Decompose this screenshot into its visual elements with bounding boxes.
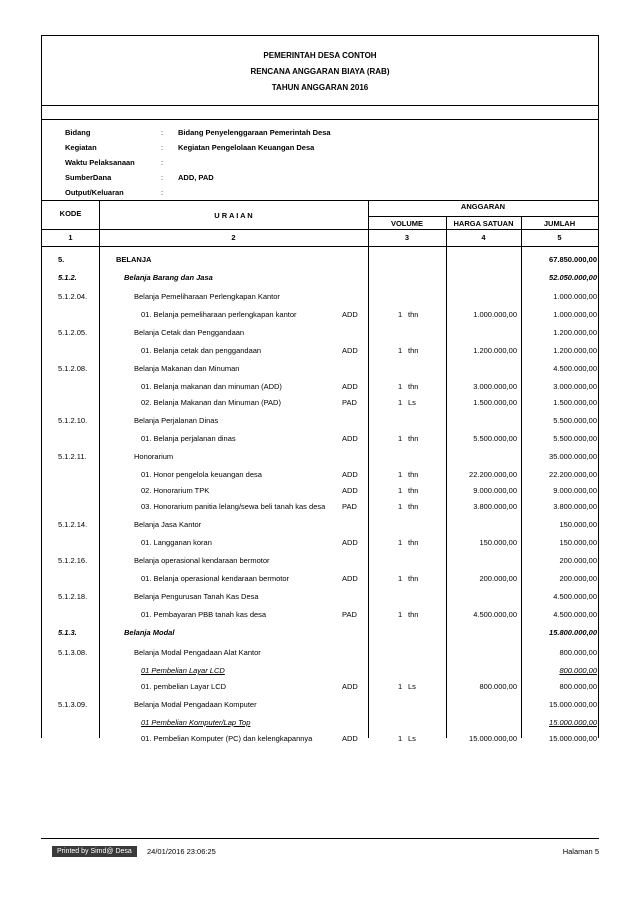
row-unit: thn	[408, 502, 419, 511]
divider	[42, 119, 598, 120]
row-harga-satuan: 9.000.000,00	[473, 486, 517, 495]
row-volume: 1	[398, 398, 403, 407]
row-uraian: Belanja Modal Pengadaan Komputer	[134, 700, 257, 709]
row-harga-satuan: 15.000.000,00	[469, 734, 517, 743]
row-unit: thn	[408, 470, 419, 479]
row-sumber-dana: ADD	[342, 346, 358, 355]
row-uraian: Belanja Modal Pengadaan Alat Kantor	[134, 648, 261, 657]
row-uraian: Belanja Barang dan Jasa	[124, 273, 213, 282]
row-unit: thn	[408, 382, 419, 391]
col-jumlah-header: JUMLAH	[543, 219, 576, 228]
row-volume: 1	[398, 574, 403, 583]
row-kode: 5.1.2.05.	[58, 328, 88, 337]
info-value: Kegiatan Pengelolaan Keuangan Desa	[178, 143, 315, 152]
row-harga-satuan: 3.800.000,00	[473, 502, 517, 511]
row-jumlah: 3.800.000,00	[553, 502, 597, 511]
row-uraian: 01. Langganan koran	[141, 538, 212, 547]
row-harga-satuan: 200.000,00	[479, 574, 517, 583]
row-volume: 1	[398, 346, 403, 355]
row-volume: 1	[398, 310, 403, 319]
row-sumber-dana: ADD	[342, 434, 358, 443]
row-volume: 1	[398, 382, 403, 391]
row-volume: 1	[398, 486, 403, 495]
row-jumlah: 150.000,00	[559, 538, 597, 547]
column-divider	[368, 200, 369, 738]
divider	[42, 246, 598, 247]
col-number: 5	[557, 233, 562, 242]
row-harga-satuan: 5.500.000,00	[473, 434, 517, 443]
row-uraian: 02. Belanja Makanan dan Minuman (PAD)	[141, 398, 281, 407]
row-harga-satuan: 1.200.000,00	[473, 346, 517, 355]
row-jumlah: 200.000,00	[559, 574, 597, 583]
row-uraian: 02. Honorarium TPK	[141, 486, 210, 495]
divider	[42, 105, 598, 106]
row-harga-satuan: 150.000,00	[479, 538, 517, 547]
row-uraian: 01. pembelian Layar LCD	[141, 682, 227, 691]
row-uraian: 01. Belanja operasional kendaraan bermotor	[141, 574, 290, 583]
row-volume: 1	[398, 610, 403, 619]
row-jumlah: 35.000.000,00	[549, 452, 597, 461]
row-kode: 5.1.2.10.	[58, 416, 88, 425]
col-kode-header: KODE	[59, 209, 82, 218]
page-footer	[41, 838, 599, 859]
row-jumlah: 800.000,00	[559, 682, 597, 691]
row-harga-satuan: 1.000.000,00	[473, 310, 517, 319]
divider	[42, 229, 598, 230]
info-sep: :	[161, 158, 164, 167]
row-uraian: Belanja Modal	[124, 628, 175, 637]
row-uraian: Belanja Pemeliharaan Perlengkapan Kantor	[134, 292, 280, 301]
row-uraian: Belanja operasional kendaraan bermotor	[134, 556, 270, 565]
row-kode: 5.1.3.09.	[58, 700, 88, 709]
row-jumlah: 4.500.000,00	[553, 610, 597, 619]
info-sep: :	[161, 188, 164, 197]
row-sumber-dana: ADD	[342, 734, 358, 743]
info-label: SumberDana	[65, 173, 112, 182]
column-divider	[99, 200, 100, 738]
row-jumlah: 1.000.000,00	[553, 292, 597, 301]
row-jumlah: 1.200.000,00	[553, 346, 597, 355]
info-value: ADD, PAD	[178, 173, 214, 182]
col-uraian-header: U R A I A N	[214, 211, 253, 220]
row-harga-satuan: 22.200.000,00	[469, 470, 517, 479]
row-jumlah: 3.000.000,00	[553, 382, 597, 391]
row-unit: Ls	[408, 398, 416, 407]
row-uraian: 01. Pembayaran PBB tanah kas desa	[141, 610, 267, 619]
row-uraian: 01. Belanja makanan dan minuman (ADD)	[141, 382, 282, 391]
row-kode: 5.	[58, 255, 65, 264]
info-label: Bidang	[65, 128, 91, 137]
row-volume: 1	[398, 502, 403, 511]
row-sumber-dana: PAD	[342, 610, 357, 619]
row-uraian: 01. Honor pengelola keuangan desa	[141, 470, 262, 479]
col-harga-header: HARGA SATUAN	[453, 219, 514, 228]
info-sep: :	[161, 173, 164, 182]
row-unit: thn	[408, 538, 419, 547]
row-jumlah: 15.000.000,00	[549, 734, 597, 743]
row-jumlah: 4.500.000,00	[553, 592, 597, 601]
row-unit: Ls	[408, 682, 416, 691]
row-uraian: Belanja Pengurusan Tanah Kas Desa	[134, 592, 259, 601]
row-uraian: 01 Pembelian Komputer/Lap Top	[141, 718, 251, 727]
row-kode: 5.1.2.11.	[58, 452, 87, 461]
row-volume: 1	[398, 734, 403, 743]
row-uraian: Belanja Jasa Kantor	[134, 520, 202, 529]
row-jumlah: 15.800.000,00	[549, 628, 597, 637]
row-sumber-dana: ADD	[342, 486, 358, 495]
row-unit: thn	[408, 610, 419, 619]
row-uraian: 01. Pembelian Komputer (PC) dan kelengkapannya	[141, 734, 313, 743]
row-jumlah: 800.000,00	[559, 666, 597, 675]
row-jumlah: 9.000.000,00	[553, 486, 597, 495]
row-jumlah: 1.500.000,00	[553, 398, 597, 407]
row-uraian: 01. Belanja pemeliharaan perlengkapan kantor	[141, 310, 297, 319]
row-jumlah: 200.000,00	[559, 556, 597, 565]
row-harga-satuan: 4.500.000,00	[473, 610, 517, 619]
col-anggaran-header: ANGGARAN	[460, 202, 506, 211]
col-number: 1	[68, 233, 73, 242]
row-harga-satuan: 3.000.000,00	[473, 382, 517, 391]
row-sumber-dana: ADD	[342, 574, 358, 583]
row-kode: 5.1.2.18.	[58, 592, 88, 601]
row-jumlah: 15.000.000,00	[549, 718, 597, 727]
divider	[42, 200, 598, 201]
row-unit: thn	[408, 310, 419, 319]
header-line-1: PEMERINTAH DESA CONTOH	[263, 51, 377, 60]
row-sumber-dana: ADD	[342, 382, 358, 391]
row-volume: 1	[398, 434, 403, 443]
print-timestamp: 24/01/2016 23:06:25	[147, 847, 216, 856]
row-uraian: 01. Belanja cetak dan penggandaan	[141, 346, 262, 355]
row-jumlah: 5.500.000,00	[553, 416, 597, 425]
row-unit: thn	[408, 574, 419, 583]
row-unit: thn	[408, 434, 419, 443]
row-sumber-dana: ADD	[342, 538, 358, 547]
header-line-3: TAHUN ANGGARAN 2016	[271, 83, 369, 92]
row-volume: 1	[398, 470, 403, 479]
row-unit: Ls	[408, 734, 416, 743]
col-number: 2	[231, 233, 236, 242]
row-sumber-dana: PAD	[342, 398, 357, 407]
col-number: 3	[404, 233, 410, 242]
row-jumlah: 15.000.000,00	[549, 700, 597, 709]
divider	[368, 216, 598, 217]
row-uraian: 01. Belanja perjalanan dinas	[141, 434, 236, 443]
row-uraian: Belanja Makanan dan Minuman	[134, 364, 240, 373]
row-sumber-dana: ADD	[342, 310, 358, 319]
row-jumlah: 1.000.000,00	[553, 310, 597, 319]
row-uraian: BELANJA	[116, 255, 152, 264]
row-kode: 5.1.3.	[58, 628, 77, 637]
row-kode: 5.1.2.	[58, 273, 77, 282]
row-volume: 1	[398, 538, 403, 547]
row-jumlah: 22.200.000,00	[549, 470, 597, 479]
row-uraian: Belanja Perjalanan Dinas	[134, 416, 219, 425]
row-unit: thn	[408, 486, 419, 495]
row-sumber-dana: ADD	[342, 682, 358, 691]
info-sep: :	[161, 128, 164, 137]
row-harga-satuan: 1.500.000,00	[473, 398, 517, 407]
row-kode: 5.1.3.08.	[58, 648, 88, 657]
row-uraian: Honorarium	[134, 452, 174, 461]
header-line-2: RENCANA ANGGARAN BIAYA (RAB)	[250, 67, 390, 76]
row-kode: 5.1.2.04.	[58, 292, 88, 301]
row-uraian: 03. Honorarium panitia lelang/sewa beli tanah kas desa	[141, 502, 326, 511]
row-jumlah: 800.000,00	[559, 648, 597, 657]
info-value: Bidang Penyelenggaraan Pemerintah Desa	[178, 128, 331, 137]
info-sep: :	[161, 143, 164, 152]
row-volume: 1	[398, 682, 403, 691]
row-jumlah: 150.000,00	[559, 520, 597, 529]
row-jumlah: 1.200.000,00	[553, 328, 597, 337]
info-label: Waktu Pelaksanaan	[65, 158, 135, 167]
page-number: Halaman 5	[562, 847, 599, 856]
row-uraian: 01 Pembelian Layar LCD	[141, 666, 225, 675]
col-volume-header: VOLUME	[390, 219, 424, 228]
row-jumlah: 52.050.000,00	[549, 273, 597, 282]
row-kode: 5.1.2.08.	[58, 364, 88, 373]
row-unit: thn	[408, 346, 419, 355]
row-jumlah: 67.850.000,00	[549, 255, 597, 264]
col-number: 4	[481, 233, 486, 242]
row-kode: 5.1.2.16.	[58, 556, 88, 565]
row-sumber-dana: PAD	[342, 502, 357, 511]
printed-by-badge: Printed by Simd@ Desa	[52, 846, 137, 857]
row-harga-satuan: 800.000,00	[479, 682, 517, 691]
info-label: Kegiatan	[65, 143, 97, 152]
row-jumlah: 5.500.000,00	[553, 434, 597, 443]
rab-document	[41, 35, 599, 743]
row-jumlah: 4.500.000,00	[553, 364, 597, 373]
row-kode: 5.1.2.14.	[58, 520, 88, 529]
row-sumber-dana: ADD	[342, 470, 358, 479]
info-label: Output/Keluaran	[65, 188, 124, 197]
row-uraian: Belanja Cetak dan Penggandaan	[134, 328, 245, 337]
